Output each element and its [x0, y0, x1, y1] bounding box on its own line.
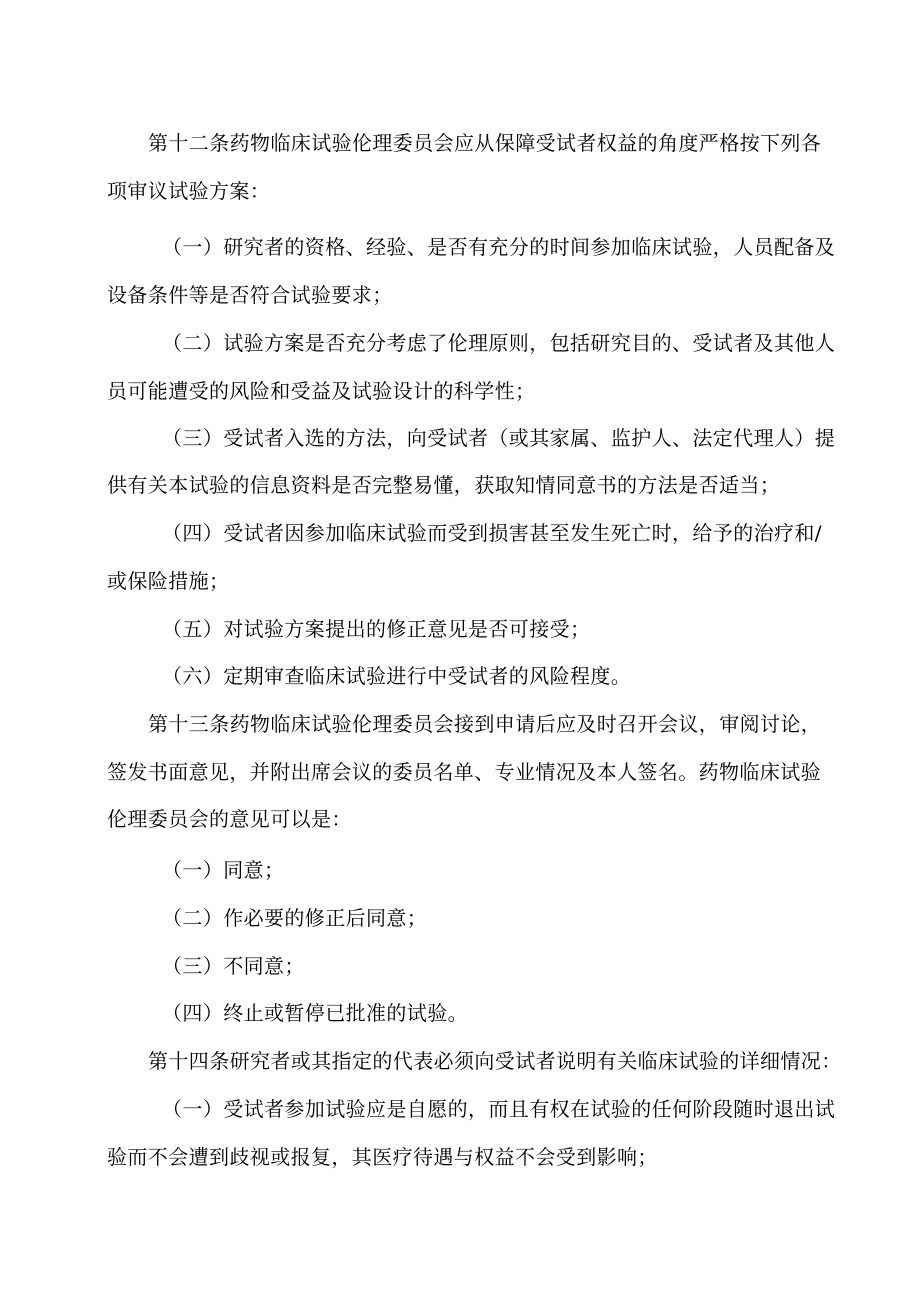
- article-12-item-6: （六）定期审查临床试验进行中受试者的风险程度。: [162, 664, 632, 688]
- article-12-item-3-line-1: （三）受试者入选的方法，向受试者（或其家属、监护人、法定代理人）提: [162, 426, 836, 450]
- article-12-item-2-line-1: （二）试验方案是否充分考虑了伦理原则，包括研究目的、受试者及其他人: [162, 331, 836, 355]
- article-13-item-3: （三）不同意；: [162, 954, 305, 978]
- article-12-item-2-line-2: 员可能遭受的风险和受益及试验设计的科学性；: [107, 379, 536, 403]
- article-13-intro-line-3: 伦理委员会的意见可以是：: [107, 807, 352, 831]
- article-12-item-1-line-1: （一）研究者的资格、经验、是否有充分的时间参加临床试验，人员配备及: [162, 235, 836, 259]
- article-14-item-1-line-2: 验而不会遭到歧视或报复，其医疗待遇与权益不会受到影响；: [107, 1145, 658, 1169]
- article-12-item-5: （五）对试验方案提出的修正意见是否可接受；: [162, 617, 591, 641]
- article-12-item-4-line-2: 或保险措施；: [107, 569, 230, 593]
- article-12-intro-line-1: 第十二条药物临床试验伦理委员会应从保障受试者权益的角度严格按下列各: [148, 131, 822, 155]
- article-14-intro: 第十四条研究者或其指定的代表必须向受试者说明有关临床试验的详细情况：: [148, 1049, 842, 1073]
- article-13-item-4: （四）终止或暂停已批准的试验。: [162, 1001, 468, 1025]
- article-14-item-1-line-1: （一）受试者参加试验应是自愿的，而且有权在试验的任何阶段随时退出试: [162, 1097, 836, 1121]
- article-12-item-3-line-2: 供有关本试验的信息资料是否完整易懂，获取知情同意书的方法是否适当；: [107, 473, 781, 497]
- article-13-intro-line-2: 签发书面意见，并附出席会议的委员名单、专业情况及本人签名。药物临床试验: [107, 760, 821, 784]
- article-13-item-2: （二）作必要的修正后同意；: [162, 906, 428, 930]
- article-13-item-1: （一）同意；: [162, 858, 285, 882]
- article-13-intro-line-1: 第十三条药物临床试验伦理委员会接到申请后应及时召开会议，审阅讨论，: [148, 712, 822, 736]
- article-12-item-1-line-2: 设备条件等是否符合试验要求；: [107, 283, 393, 307]
- article-12-item-4-line-1: （四）受试者因参加临床试验而受到损害甚至发生死亡时，给予的治疗和/: [162, 521, 822, 545]
- article-12-intro-line-2: 项审议试验方案：: [107, 179, 271, 203]
